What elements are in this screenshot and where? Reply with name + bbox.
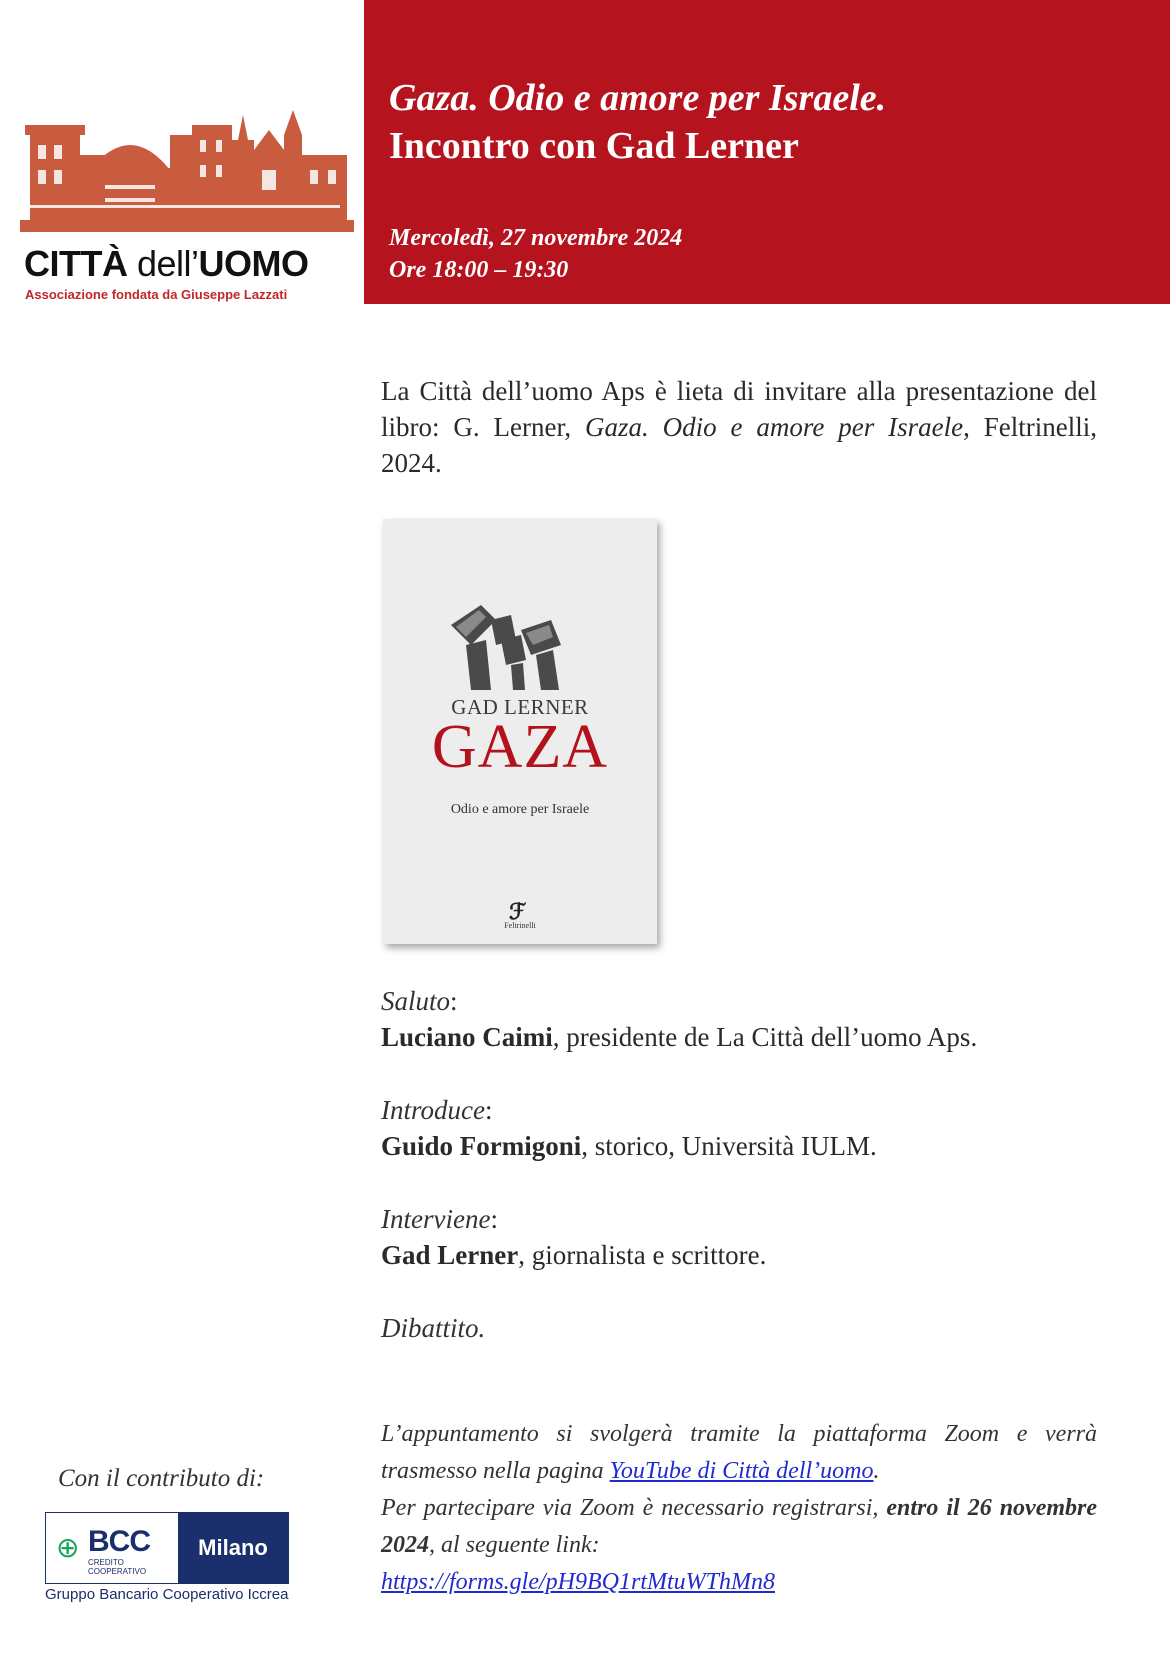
bcc-mark-icon: ⊕ [56, 1531, 80, 1564]
event-title-line2: Incontro con Gad Lerner [389, 125, 799, 167]
intro-text-end: , Feltrinelli, 2024. [381, 412, 1098, 478]
intro-paragraph [381, 373, 1097, 481]
dibattito-label: Dibattito. [381, 1313, 486, 1343]
bcc-wordmark: BCC [88, 1525, 150, 1558]
zoom-notice [381, 1416, 1097, 1601]
sponsor-label: Con il contributo di: [58, 1465, 265, 1492]
event-datetime [389, 222, 682, 286]
event-time: Ore 18:00 – 19:30 [389, 257, 569, 283]
introduce-name: Guido Formigoni [381, 1131, 582, 1161]
city-skyline-icon [20, 110, 354, 240]
feltrinelli-logo-icon: ℱ [509, 899, 527, 924]
saluto-role: , presidente de La Città dell’uomo Aps. [552, 1022, 978, 1052]
event-title [389, 74, 886, 170]
bcc-city: Milano [178, 1513, 288, 1583]
registration-deadline: entro il 26 novembre 2024 [381, 1495, 1097, 1558]
bcc-milano-logo [45, 1512, 289, 1584]
citta-dell-uomo-logo [20, 110, 354, 310]
cover-publisher: Feltrinelli [504, 921, 536, 930]
saluto-label: Saluto [381, 986, 451, 1016]
logo-tagline: Associazione fondata da Giuseppe Lazzati [25, 287, 288, 302]
cover-title: GAZA [431, 713, 609, 781]
youtube-link[interactable]: YouTube di Città dell’uomo [609, 1458, 874, 1484]
notice-text-end: . [873, 1458, 880, 1484]
program-introduce: Introduce: Guido Formigoni, storico, Università IULM. [381, 1095, 877, 1161]
book-cover [383, 519, 657, 944]
logo-word-citta: CITTÀ [24, 243, 137, 284]
interviene-role: , giornalista e scrittore. [518, 1240, 767, 1270]
program-saluto: Saluto: Luciano Caimi, presidente de La Città dell’uomo Aps. [381, 986, 978, 1052]
bcc-small-text: CREDITO COOPERATIVO [88, 1558, 147, 1576]
program-dibattito [381, 1310, 1097, 1346]
event-date: Mercoledì, 27 novembre 2024 [389, 225, 683, 251]
cover-author: GAD LERNER [451, 695, 589, 719]
interviene-label: Interviene [381, 1204, 491, 1234]
intro-text: La Città dell’uomo Aps è lieta di invitare alla presentazione del libro: G. Lerner, [381, 376, 1097, 442]
event-title-line1: Gaza. Odio e amore per Israele. [389, 77, 887, 119]
notice-text: L’appuntamento si svolgerà tramite la piattaforma Zoom e verrà trasmesso nella pagina [381, 1421, 1097, 1484]
logo-word-dell: dell’ [136, 243, 199, 284]
registration-text-end: , al seguente link: [429, 1532, 600, 1558]
saluto-name: Luciano Caimi [381, 1022, 553, 1052]
registration-form-link[interactable]: https://forms.gle/pH9BQ1rtMtuWThMn8 [381, 1569, 775, 1595]
bcc-logo-left [46, 1513, 178, 1583]
intro-book-title: Gaza. Odio e amore per Israele [585, 412, 964, 442]
cover-subtitle: Odio e amore per Israele [450, 802, 590, 817]
program-interviene: Interviene: Gad Lerner, giornalista e scrittore. [381, 1204, 767, 1270]
introduce-label: Introduce [381, 1095, 485, 1125]
logo-wordmark [24, 245, 309, 283]
introduce-role: , storico, Università IULM. [581, 1131, 877, 1161]
registration-text: Per partecipare via Zoom è necessario registrarsi, [381, 1495, 887, 1521]
bcc-group-name: Gruppo Bancario Cooperativo Iccrea [45, 1586, 289, 1603]
interviene-name: Gad Lerner [381, 1240, 519, 1270]
header-banner [364, 0, 1170, 304]
logo-word-uomo: UOMO [198, 243, 309, 284]
sculpture-icon [441, 585, 591, 695]
